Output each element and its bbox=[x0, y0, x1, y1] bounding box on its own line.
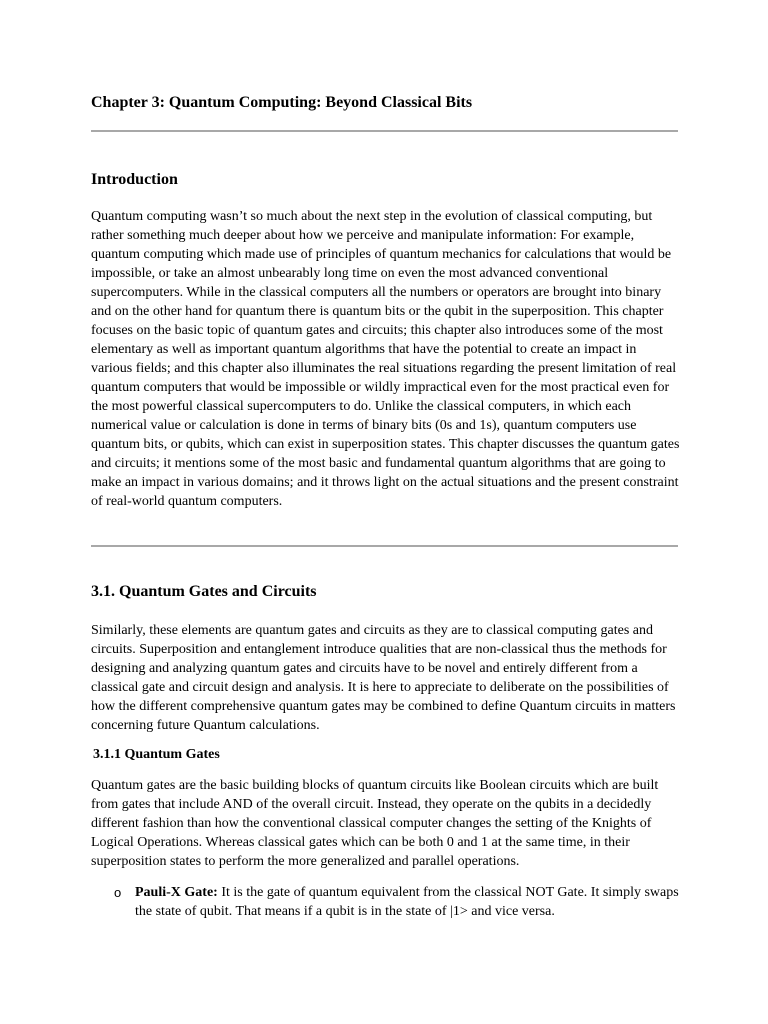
bullet-text bbox=[135, 883, 681, 921]
section-3-1-1-heading: 3.1.1 Quantum Gates bbox=[93, 747, 220, 762]
bullet-term: Pauli-X Gate: bbox=[135, 885, 218, 900]
chapter-title: Chapter 3: Quantum Computing: Beyond Classical Bits bbox=[91, 94, 473, 111]
section-3-1-paragraph: Similarly, these elements are quantum gates and circuits as they are to classical computing gates and circuits. Superposition and entanglement introduce qualities that are non-classical thus the methods for designing and analyzing quantum gates and circuits have to be novel and entirely different from a classical gate and circuit design and analysis. It is here to appreciate to deliberate on the possibilities of how the different comprehensive quantum gates may be combined to define Quantum circuits in matters concerning future Quantum calculations. bbox=[91, 623, 676, 733]
section-3-1-heading: 3.1. Quantum Gates and Circuits bbox=[91, 583, 317, 600]
horizontal-rule-top bbox=[91, 130, 678, 132]
introduction-paragraph: Quantum computing wasn’t so much about the next step in the evolution of classical computing, but rather something much deeper about how we perceive and manipulate information: For example, quantum computing which made use of principles of quantum mechanics for calculations that would be impossible, or take an almost unbearably long time on even the most advanced conventional supercomputers. While in the classical computers all the numbers or operators are brought into binary and on the other hand for quantum there is quantum bits or the qubit in the superposition. This chapter focuses on the basic topic of quantum gates and circuits; this chapter also introduces some of the most elementary as well as important quantum algorithms that have the potential to create an impact in various fields; and this chapter also illuminates the real situations regarding the present limitation of real quantum computers that would be impossible or wildly impractical even for the most practical even for the most powerful classical supercomputers to do. Unlike the classical computers, in which each numerical value or calculation is done in terms of binary bits (0s and 1s), quantum computers use quantum bits, or qubits, which can exist in superposition states. This chapter discusses the quantum gates and circuits; it mentions some of the most basic and fundamental quantum algorithms that are going to make an impact in various domains; and it throws light on the actual situations and the present constraint of real-world quantum computers. bbox=[91, 209, 680, 509]
bullet-description: It is the gate of quantum equivalent from the classical NOT Gate. It simply swaps the state of qubit. That means if a qubit is in the state of |1> and vice versa. bbox=[135, 885, 679, 919]
bullet-marker: o bbox=[114, 885, 122, 900]
section-3-1-1-paragraph: Quantum gates are the basic building blocks of quantum circuits like Boolean circuits which are built from gates that include AND of the overall circuit. Instead, they operate on the qubits in a decidedly different fashion than how the conventional classical computer changes the setting of the Knights of Logical Operations. Whereas classical gates which can be both 0 and 1 at the same time, in their superposition states to perform the more generalized and parallel operations. bbox=[91, 778, 659, 869]
introduction-heading: Introduction bbox=[91, 171, 178, 188]
horizontal-rule-middle bbox=[91, 545, 678, 547]
